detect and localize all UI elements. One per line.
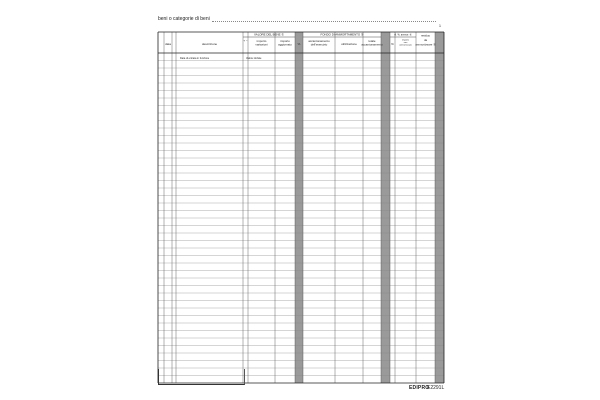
row-label-data-entrata: Data di entrata in funzione xyxy=(180,56,210,60)
header-descrizione: descrizione xyxy=(201,42,218,46)
header-segno: + − xyxy=(243,38,248,43)
header-accantonamento: accantonamento xyxy=(308,39,330,43)
page-number: 1 xyxy=(439,24,441,28)
row-label-valore-iniziale: Valore iniziale xyxy=(246,56,262,60)
page-title: beni o categorie di beni xyxy=(158,16,210,22)
header-valore-bene: VALORE DEL BENE ① xyxy=(254,32,284,37)
header-residuo-ammortizzare: ammortizzare ③ xyxy=(415,42,436,47)
header-residuo: residuo xyxy=(420,33,431,38)
header-data: data xyxy=(165,42,171,46)
header-percent-ammor: ril. %, ammor. ④ xyxy=(394,33,412,37)
header-importo-aggiornato: importo xyxy=(280,39,290,43)
header-totale-accantonamento: totale xyxy=(368,39,376,43)
header-totale-accantonamento: accantonamento xyxy=(361,42,383,47)
header-importo-non-ammortizzato: importo xyxy=(402,39,409,42)
footer-note-box xyxy=(158,369,245,385)
brand-logo: EDIPRO xyxy=(409,385,430,391)
header-importo-non-ammortizzato: non xyxy=(403,42,408,45)
header-fondo-ammortamento: FONDO DI AMMORTAMENTO ② xyxy=(320,32,364,37)
header-percent: % xyxy=(297,42,301,46)
header-importo-aggiornato: aggiornato xyxy=(278,42,292,47)
header-importo-variazioni: importo xyxy=(256,39,267,43)
header-importo-non-ammortizzato: ammortizzato xyxy=(399,44,412,47)
product-code: E2291L xyxy=(427,385,445,391)
header-percent-2: % xyxy=(391,42,394,46)
header-residuo-da: da xyxy=(423,38,428,42)
header-importo-variazioni: variazioni xyxy=(255,42,268,47)
header-utilizzazione: utilizzazione xyxy=(341,42,357,46)
header-accantonamento: dell'esercizio xyxy=(310,42,328,47)
